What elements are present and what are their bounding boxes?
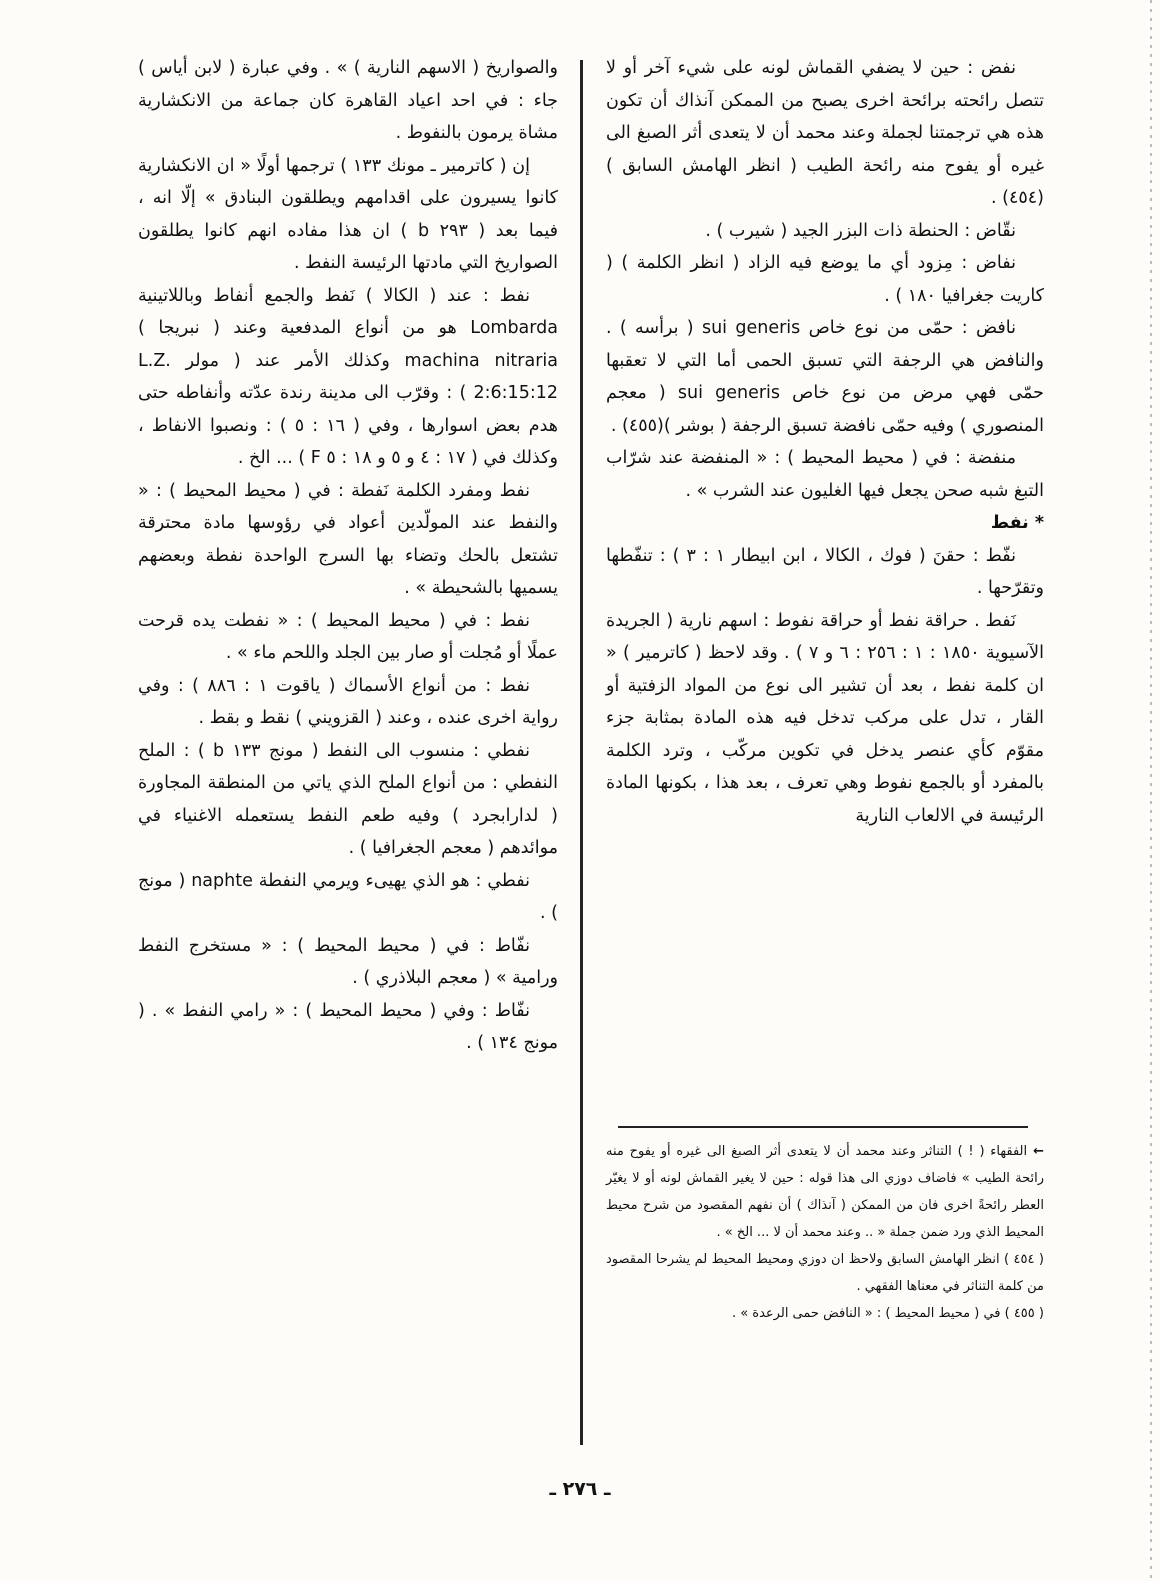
entry-naft-nafta: نفط ومفرد الكلمة نَفطة : في ( محيط المحيط ) : « والنفط عند المولّدين أعواد في رؤوسها مادة محترقة تشتعل بالحك وتضاء بها السرج الواحدة نفطة وبعضهم يسميها بالشحيطة » . — [138, 480, 558, 598]
left-column — [138, 52, 558, 1060]
column-divider — [580, 60, 583, 1445]
entry-naqqad: نقّاض : الحنطة ذات البزر الجيد ( شيرب ) . — [705, 220, 1016, 241]
entry-naffata: نفّط : حقنَ ( فوك ، الكالا ، ابن ابيطار ١ : ٣ ) : تنفّطها وتقرّحها . — [606, 545, 1044, 598]
entry-nifad: نفاض : مِزود أي ما يوضع فيه الزاد ( انظر الكلمة ) ( كاريت جغرافيا ١٨٠ ) . — [606, 253, 1044, 306]
continuation-fireworks: والصواريخ ( الاسهم النارية ) » . وفي عبارة ( لابن أياس ) جاء : في احد اعياد القاهرة كان جماعة من الانكشارية مشاة يرمون بالنفوط . — [138, 58, 558, 143]
entry-naffat-extractor: نفّاط : في ( محيط المحيط ) : « مستخرج النفط ورامية » ( معجم البلاذري ) . — [138, 935, 558, 988]
continuation-arrow-icon: ← — [1033, 1144, 1044, 1159]
entry-naffat-thrower: نفّاط : وفي ( محيط المحيط ) : « رامي النفط » . ( مونج ١٣٤ ) . — [138, 1000, 558, 1053]
entry-nafd: نفض : حين لا يضفي القماش لونه على شيء آخر أو لا تتصل رائحته برائحة اخرى يصبح من الممكن آنذاك أن تكون هذه هي ترجمتنا لجملة وعند محمد أن لا يتعدى أثر الصبغ الى غيره أو يفوح منه رائحة الطيب ( انظر الهامش السابق )(٤٥٤) . — [606, 58, 1044, 208]
entry-naft-harraqa: نَفط . حراقة نفط أو حراقة نفوط : اسهم نارية ( الجريدة الآسيوية ١٨٥٠ : ١ : ٢٥٦ : ٦ و ٧ ) . وقد لاحظ ( كاترمير ) « ان كلمة نفط ، بعد أن تشير الى نوع من المواد الزفتية أو القار ، تدل على مركب تدخل فيه هذه المادة بمثابة جزء مقوّم كأي عنصر يدخل في تكوين مركّب ، وترد الكلمة بالمفرد أو بالجمع نفوط وهي تعرف ، بعد هذا ، بكونها المادة الرئيسة في الالعاب النارية — [606, 610, 1045, 826]
scan-edge — [1150, 0, 1152, 1581]
entry-quatremere: إن ( كاترمير ـ مونك ١٣٣ ) ترجمها أولًا « ان الانكشارية كانوا يسيرون على اقدامهم ويطلقون البنادق » إلّا انه ، فيما بعد ( ٢٩٣ b ) ان هذا مفاده انهم كانوا يطلقون الصواريخ التي مادتها الرئيسة النفط . — [138, 155, 558, 273]
page-number: ـ ٢٧٦ ـ — [549, 1478, 611, 1500]
entry-naftiy-salt: نفطي : منسوب الى النفط ( مونج ١٣٣ b ) : الملح النفطي : من أنواع الملح الذي ياتي من المنطقة المجاورة ( لدارابجرد ) وفيه طعم النفط يستعمله الاغنياء في موائدهم ( معجم الجغرافيا ) . — [138, 740, 558, 858]
entry-naft-alcala: نفط : عند ( الكالا ) نَفط والجمع أنفاط وباللاتينية Lombarda هو من أنواع المدفعية وعند ( نبريجا ) machina nitraria وكذلك الأمر عند ( مولر L.Z. 2:6:15:12 ) : وقرّب الى مدينة رندة عدّته وأنفاطه حتى هدم بعض اسوارها ، وفي ( ١٦ : ٥ ) : ونصبوا الانفاط ، وكذلك في ( ١٧ : ٤ و ٥ و ١٨ : ٥ F ) ... الخ . — [138, 285, 559, 468]
entry-nafatat-yaduh: نفط : في ( محيط المحيط ) : « نفطت يده قرحت عملًا أو مُجلت أو صار بين الجلد واللحم ماء » . — [138, 610, 558, 663]
entry-naftiy-thrower: نفطي : هو الذي يهيىء ويرمي النفطة naphte ( مونج ) . — [138, 870, 558, 923]
entry-nafid: نافض : حمّى من نوع خاص sui generis ( برأسه ) . والنافض هي الرجفة التي تسبق الحمى أما التي لا تعقبها حمّى فهي مرض من نوع خاص sui generis ( معجم المنصوري ) وفيه حمّى نافضة تسبق الرجفة ( بوشر )(٤٥٥) . — [606, 318, 1044, 436]
entry-naft-fish: نفط : من أنواع الأسماك ( ياقوت ١ : ٨٨٦ ) : وفي رواية اخرى عنده ، وعند ( القزويني ) نقط و بقط . — [138, 675, 558, 728]
root-heading-naft: * نفط — [990, 513, 1044, 533]
entry-manfada: منفضة : في ( محيط المحيط ) : « المنفضة عند شرّاب التبغ شبه صحن يجعل فيها الغليون عند الشرب » . — [606, 448, 1044, 501]
footnote-continued-text: الفقهاء ( ! ) التناثر وعند محمد أن لا يتعدى أثر الصبغ الى غيره أو يفوح منه رائحة الطيب » فاضاف دوزي الى هذا قوله : حين لا يغير القماش لونه أو لا يغيّر العطر رائحةً اخرى فان من الممكن ( آنذاك ) أن نفهم المقصود من شرح محيط المحيط الذي ورد ضمن جملة « .. وعند محمد أن لا ... الخ » . — [606, 1144, 1044, 1240]
right-column — [606, 52, 1044, 832]
footnotes — [606, 1138, 1044, 1327]
footnote-454: ( ٤٥٤ ) انظر الهامش السابق ولاحظ ان دوزي ومحيط المحيط لم يشرحا المقصود من كلمة التناثر في معناها الفقهي . — [606, 1252, 1044, 1294]
footnote-455: ( ٤٥٥ ) في ( محيط المحيط ) : « النافض حمى الرعدة » . — [731, 1306, 1044, 1321]
footnote-rule — [618, 1126, 1028, 1128]
footnote-continued — [606, 1138, 1044, 1246]
